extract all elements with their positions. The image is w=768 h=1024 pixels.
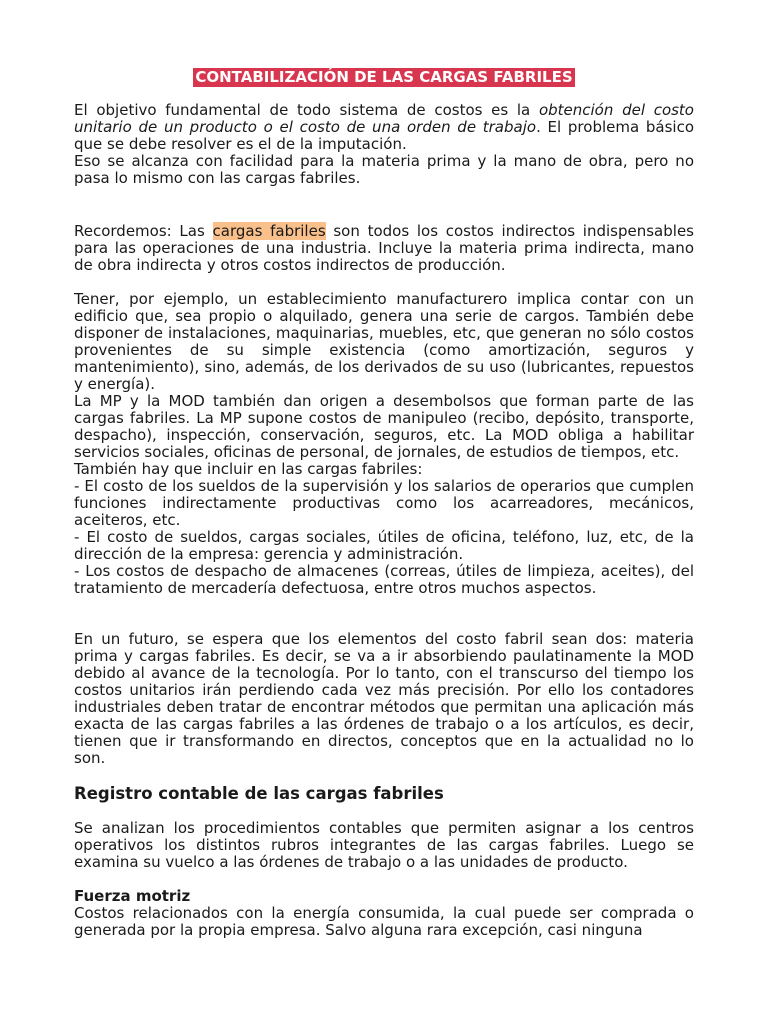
- registro-section: [74, 784, 694, 804]
- document-title: CONTABILIZACIÓN DE LAS CARGAS FABRILES: [195, 68, 573, 86]
- fuerza-heading: Fuerza motriz: [74, 887, 191, 905]
- recordemos-text-a: Recordemos: Las: [74, 222, 213, 240]
- registro-text-section: [74, 820, 694, 871]
- fuerza-section: [74, 888, 694, 939]
- bullet-item: - Los costos de despacho de almacenes (correas, útiles de limpieza, aceites), del tratamiento de mercadería defectuosa, entre otros muchos aspectos.: [74, 562, 694, 597]
- recordemos-paragraph: [74, 223, 694, 274]
- recordemos-section: [74, 223, 694, 274]
- intro-emphasis: obtención del costo unitario de un producto o el costo de una orden de trabajo: [74, 101, 694, 136]
- futuro-paragraph: En un futuro, se espera que los elementos del costo fabril sean dos: materia prima y cargas fabriles. Es decir, se va a ir absorbiendo paulatinamente la MOD debido al avance de la tecnología. Por lo tanto, con el transcurso del tiempo los costos unitarios irán perdiendo cada vez más precisión. Por ello los contadores industriales deben tratar de encontrar métodos que permitan una aplicación más exacta de las cargas fabriles a las órdenes de trabajo o a los artículos, es decir, tienen que ir transformando en directos, conceptos que en la actualidad no lo son.: [74, 630, 694, 767]
- bullet-item: - El costo de los sueldos de la supervisión y los salarios de operarios que cumplen funciones indirectamente productivas como los acarreadores, mecánicos, aceiteros, etc.: [74, 477, 694, 529]
- title-wrap: [0, 67, 768, 87]
- mp-mod-paragraph: La MP y la MOD también dan origen a desembolsos que forman parte de las cargas fabriles. La MP supone costos de manipuleo (recibo, depósito, transporte, despacho), inspección, conservación, seguros, etc. La MOD obliga a habilitar servicios sociales, oficinas de personal, de jornales, de estudios de tiempos, etc.: [74, 392, 694, 461]
- registro-paragraph: Se analizan los procedimientos contables que permiten asignar a los centros operativos los distintos rubros integrantes de las cargas fabriles. Luego se examina su vuelco a las órdenes de trabajo o a las unidades de producto.: [74, 819, 694, 871]
- intro-section: [74, 102, 694, 187]
- tener-paragraph: Tener, por ejemplo, un establecimiento manufacturero implica contar con un edificio que, sea propio o alquilado, genera una serie de cargos. También debe disponer de instalaciones, maquinarias, muebles, etc, que generan no sólo costos provenientes de su simple existencia (como amortización, seguros y mantenimiento), sino, además, de los derivados de su uso (lubricantes, repuestos y energía).: [74, 290, 694, 393]
- recordemos-text-b: son todos los costos indirectos indispensables para las operaciones de una industria. Incluye la materia prima indirecta, mano de obra indirecta y otros costos indirectos de producción.: [74, 222, 694, 274]
- intro-text-a: El objetivo fundamental de todo sistema de costos es la: [74, 101, 539, 119]
- establecimiento-section: [74, 291, 694, 597]
- fuerza-paragraph: Costos relacionados con la energía consumida, la cual puede ser comprada o generada por la propia empresa. Salvo alguna rara excepción, casi ninguna: [74, 904, 694, 939]
- highlighted-term: cargas fabriles: [212, 222, 326, 240]
- registro-heading: Registro contable de las cargas fabriles: [74, 784, 444, 803]
- tambien-paragraph: También hay que incluir en las cargas fabriles:: [74, 460, 423, 478]
- futuro-section: [74, 631, 694, 767]
- intro-paragraph-2: Eso se alcanza con facilidad para la materia prima y la mano de obra, pero no pasa lo mismo con las cargas fabriles.: [74, 152, 694, 187]
- intro-text-b: . El problema básico que se debe resolver es el de la imputación.: [74, 118, 694, 153]
- bullet-item: - El costo de sueldos, cargas sociales, útiles de oficina, teléfono, luz, etc, de la dirección de la empresa: gerencia y administración.: [74, 528, 694, 563]
- intro-paragraph-1: [74, 102, 694, 153]
